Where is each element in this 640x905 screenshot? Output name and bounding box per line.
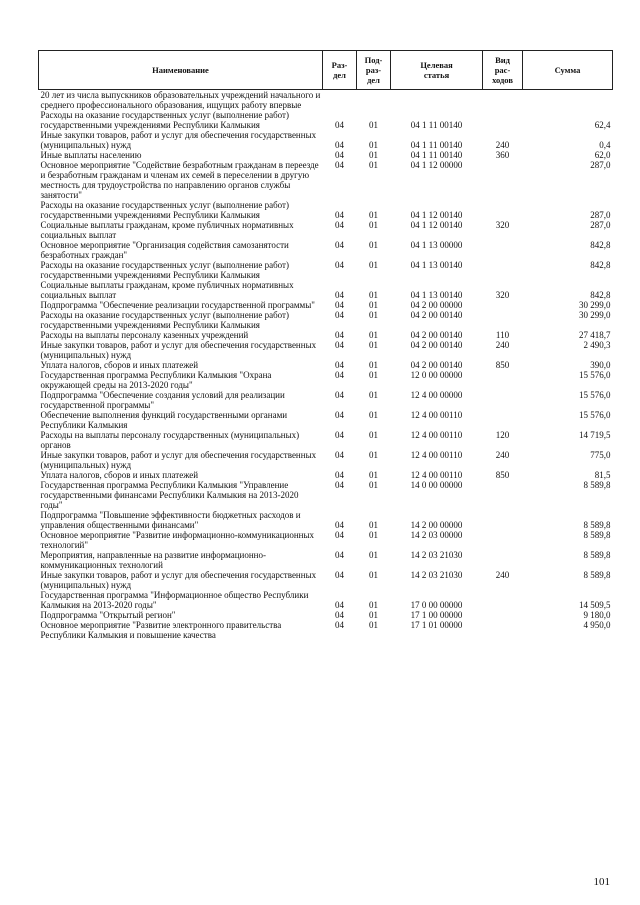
cell-expense: 850 [495, 360, 510, 370]
cell-expense [483, 110, 523, 130]
cell-subsection: 01 [369, 140, 378, 150]
table-row [39, 410, 613, 430]
cell-name: Социальные выплаты гражданам, кроме публичных нормативных социальных выплат [40, 280, 294, 300]
cell-target: 04 2 00 00140 [410, 330, 463, 340]
cell-sum [523, 90, 613, 111]
cell-section: 04 [335, 370, 344, 380]
cell-name: Подпрограмма "Открытый регион" [40, 610, 176, 620]
cell-section: 04 [335, 240, 344, 250]
table-row [39, 430, 613, 450]
table-row [39, 130, 613, 150]
header-expense: Вид рас- ходов [483, 51, 523, 90]
cell-sum: 15 576,0 [579, 390, 611, 400]
table-row [39, 310, 613, 330]
table-header-row [39, 51, 613, 90]
cell-name: Иные закупки товаров, работ и услуг для обеспечения государственных (муниципальных) нужд [40, 450, 317, 470]
cell-expense: 360 [495, 150, 510, 160]
cell-subsection: 01 [369, 470, 378, 480]
cell-target: 04 2 00 00140 [410, 340, 463, 350]
cell-target: 12 4 00 00110 [410, 410, 463, 420]
cell-subsection: 01 [369, 390, 378, 400]
cell-sum: 8 589,8 [583, 530, 611, 540]
cell-sum: 14 509,5 [579, 600, 611, 610]
table-row [39, 200, 613, 220]
cell-target: 12 4 00 00000 [410, 390, 463, 400]
cell-subsection: 01 [369, 550, 378, 560]
budget-table-wrap [38, 50, 612, 640]
cell-name: Расходы на выплаты персоналу государственных (муниципальных) органов [40, 430, 300, 450]
cell-subsection: 01 [369, 150, 378, 160]
cell-expense: 240 [495, 570, 510, 580]
cell-subsection: 01 [369, 370, 378, 380]
header-sum: Сумма [523, 51, 613, 90]
cell-target: 04 1 13 00140 [410, 260, 463, 270]
cell-name: Государственная программа "Информационное общество Республики Калмыкия на 2013-2020 годы" [40, 590, 309, 610]
cell-target: 04 1 12 00000 [410, 160, 463, 170]
table-row [39, 90, 613, 111]
table-row [39, 330, 613, 340]
cell-subsection: 01 [369, 300, 378, 310]
cell-section: 04 [335, 140, 344, 150]
cell-section: 04 [335, 120, 344, 130]
cell-sum: 287,0 [590, 160, 611, 170]
cell-subsection: 01 [369, 220, 378, 230]
cell-section: 04 [335, 260, 344, 270]
cell-expense [483, 300, 523, 310]
cell-sum: 842,8 [590, 290, 611, 300]
cell-section: 04 [335, 550, 344, 560]
table-row [39, 150, 613, 160]
cell-target: 12 4 00 00110 [410, 430, 463, 440]
cell-expense: 240 [495, 450, 510, 460]
cell-name: Государственная программа Республики Калмыкия "Охрана окружающей среды на 2013-2020 годы" [40, 370, 272, 390]
cell-expense: 320 [495, 220, 510, 230]
cell-expense [483, 370, 523, 390]
cell-target: 17 1 01 00000 [410, 620, 463, 630]
cell-sum: 390,0 [590, 360, 611, 370]
cell-section: 04 [335, 220, 344, 230]
cell-section: 04 [335, 520, 344, 530]
cell-section: 04 [335, 410, 344, 420]
cell-section: 04 [335, 570, 344, 580]
cell-target [391, 90, 483, 111]
cell-target: 14 2 00 00000 [410, 520, 463, 530]
cell-expense: 240 [495, 140, 510, 150]
cell-name: Расходы на оказание государственных услуг (выполнение работ) государственными учреждениями Республики Калмыкия [40, 110, 289, 130]
cell-sum: 15 576,0 [579, 370, 611, 380]
cell-name: Обеспечение выполнения функций государственными органами Республики Калмыкия [40, 410, 288, 430]
cell-section: 04 [335, 470, 344, 480]
cell-sum: 4 950,0 [583, 620, 611, 630]
cell-subsection: 01 [369, 290, 378, 300]
table-row [39, 510, 613, 530]
cell-sum: 62,4 [594, 120, 611, 130]
cell-sum: 8 589,8 [583, 520, 611, 530]
header-target: Целевая статья [391, 51, 483, 90]
cell-subsection: 01 [369, 530, 378, 540]
cell-sum: 9 180,0 [583, 610, 611, 620]
cell-subsection: 01 [369, 160, 378, 170]
cell-expense [483, 260, 523, 280]
cell-section: 04 [335, 330, 344, 340]
table-row [39, 280, 613, 300]
cell-section: 04 [335, 340, 344, 350]
cell-section: 04 [335, 310, 344, 320]
cell-subsection: 01 [369, 610, 378, 620]
cell-subsection: 01 [369, 480, 378, 490]
table-row [39, 160, 613, 200]
cell-section: 04 [335, 620, 344, 630]
cell-subsection: 01 [369, 410, 378, 420]
table-row [39, 530, 613, 550]
cell-name: Иные закупки товаров, работ и услуг для обеспечения государственных (муниципальных) нужд [40, 340, 317, 360]
cell-target: 14 2 03 00000 [410, 530, 463, 540]
cell-subsection: 01 [369, 120, 378, 130]
table-row [39, 610, 613, 620]
cell-sum: 30 299,0 [579, 300, 611, 310]
cell-name: Расходы на оказание государственных услуг (выполнение работ) государственными учреждениями Республики Калмыкия [40, 260, 289, 280]
cell-subsection: 01 [369, 600, 378, 610]
cell-name: 20 лет из числа выпускников образовательных учреждений начального и среднего профессионального образования, ищущих работу впервые [40, 90, 321, 110]
table-row [39, 470, 613, 480]
cell-expense [483, 90, 523, 111]
cell-subsection: 01 [369, 260, 378, 270]
cell-expense: 850 [495, 470, 510, 480]
cell-section [323, 90, 357, 111]
cell-subsection: 01 [369, 210, 378, 220]
cell-expense [483, 240, 523, 260]
cell-sum: 15 576,0 [579, 410, 611, 420]
cell-name: Основное мероприятие "Развитие электронного правительства Республики Калмыкия и повышение качества [40, 620, 282, 640]
cell-target: 04 2 00 00140 [410, 310, 463, 320]
cell-sum: 287,0 [590, 210, 611, 220]
cell-sum: 27 418,7 [579, 330, 611, 340]
header-name: Наименование [39, 51, 323, 90]
cell-sum: 62,0 [594, 150, 611, 160]
table-row [39, 390, 613, 410]
table-row [39, 220, 613, 240]
cell-sum: 2 490,3 [583, 340, 611, 350]
cell-target: 04 1 11 00140 [410, 140, 463, 150]
cell-name: Иные закупки товаров, работ и услуг для обеспечения государственных (муниципальных) нужд [40, 570, 317, 590]
cell-subsection: 01 [369, 240, 378, 250]
cell-subsection: 01 [369, 430, 378, 440]
cell-target: 17 1 00 00000 [410, 610, 463, 620]
cell-name: Основное мероприятие "Развитие информационно-коммуникационных технологий" [40, 530, 315, 550]
cell-subsection: 01 [369, 310, 378, 320]
cell-section: 04 [335, 600, 344, 610]
cell-section: 04 [335, 610, 344, 620]
cell-section: 04 [335, 430, 344, 440]
cell-section: 04 [335, 210, 344, 220]
cell-name: Расходы на оказание государственных услуг (выполнение работ) государственными учреждениями Республики Калмыкия [40, 200, 289, 220]
cell-expense: 240 [495, 340, 510, 350]
cell-subsection: 01 [369, 520, 378, 530]
cell-name: Подпрограмма "Повышение эффективности бюджетных расходов и управления общественными финансами" [40, 510, 301, 530]
cell-name: Основное мероприятие "Содействие безработным гражданам в переезде и безработным гражданам и членам их семей в переселении в другую местность для трудоустройства по направлению органов службы занятости" [40, 160, 319, 200]
cell-expense [483, 410, 523, 430]
page-number: 101 [593, 876, 610, 888]
table-row [39, 110, 613, 130]
cell-sum: 775,0 [590, 450, 611, 460]
cell-name: Уплата налогов, сборов и иных платежей [40, 470, 199, 480]
cell-name: Государственная программа Республики Калмыкия "Управление государственными финансами Республики Калмыкия на 2013-2020 годы" [40, 480, 299, 510]
cell-section: 04 [335, 160, 344, 170]
cell-target: 14 0 00 00000 [410, 480, 463, 490]
cell-expense [483, 310, 523, 330]
table-row [39, 480, 613, 510]
cell-section: 04 [335, 360, 344, 370]
cell-target: 12 4 00 00110 [410, 450, 463, 460]
cell-expense: 320 [495, 290, 510, 300]
cell-target: 12 4 00 00110 [410, 470, 463, 480]
cell-target: 04 1 11 00140 [410, 150, 463, 160]
cell-target: 04 1 13 00140 [410, 290, 463, 300]
table-row [39, 570, 613, 590]
cell-subsection: 01 [369, 570, 378, 580]
cell-target: 04 2 00 00000 [410, 300, 463, 310]
header-subsection: Под- раз- дел [357, 51, 391, 90]
cell-name: Подпрограмма "Обеспечение создания условий для реализации государственной программы" [40, 390, 285, 410]
table-row [39, 450, 613, 470]
cell-sum: 8 589,8 [583, 550, 611, 560]
cell-subsection: 01 [369, 450, 378, 460]
table-row [39, 360, 613, 370]
cell-section: 04 [335, 290, 344, 300]
cell-name: Мероприятия, направленные на развитие информационно-коммуникационных технологий [40, 550, 266, 570]
cell-subsection: 01 [369, 330, 378, 340]
cell-sum: 8 589,8 [583, 570, 611, 580]
cell-name: Социальные выплаты гражданам, кроме публичных нормативных социальных выплат [40, 220, 294, 240]
cell-target: 04 2 00 00140 [410, 360, 463, 370]
header-section: Раз- дел [323, 51, 357, 90]
cell-expense [483, 550, 523, 570]
budget-table [38, 50, 613, 640]
cell-expense [483, 480, 523, 510]
table-row [39, 260, 613, 280]
cell-subsection: 01 [369, 620, 378, 630]
cell-target: 04 1 12 00140 [410, 210, 463, 220]
cell-expense: 110 [495, 330, 510, 340]
table-body [39, 90, 613, 641]
cell-target: 14 2 03 21030 [410, 570, 463, 580]
cell-sum: 842,8 [590, 240, 611, 250]
cell-expense [483, 390, 523, 410]
cell-section: 04 [335, 530, 344, 540]
cell-expense [483, 610, 523, 620]
table-row [39, 550, 613, 570]
cell-target: 12 0 00 00000 [410, 370, 463, 380]
table-row [39, 340, 613, 360]
cell-expense [483, 620, 523, 640]
table-row [39, 240, 613, 260]
cell-name: Расходы на выплаты персоналу казенных учреждений [40, 330, 249, 340]
cell-sum: 287,0 [590, 220, 611, 230]
cell-sum: 14 719,5 [579, 430, 611, 440]
cell-sum: 0,4 [599, 140, 611, 150]
table-row [39, 590, 613, 610]
cell-target: 04 1 12 00140 [410, 220, 463, 230]
cell-subsection [357, 90, 391, 111]
cell-section: 04 [335, 450, 344, 460]
cell-subsection: 01 [369, 340, 378, 350]
cell-section: 04 [335, 390, 344, 400]
table-row [39, 300, 613, 310]
cell-name: Иные выплаты населению [40, 150, 142, 160]
cell-expense [483, 590, 523, 610]
cell-expense [483, 530, 523, 550]
cell-name: Основное мероприятие "Организация содействия самозанятости безработных граждан" [40, 240, 289, 260]
cell-subsection: 01 [369, 360, 378, 370]
cell-sum: 30 299,0 [579, 310, 611, 320]
cell-target: 04 1 13 00000 [410, 240, 463, 250]
cell-name: Уплата налогов, сборов и иных платежей [40, 360, 199, 370]
cell-sum: 8 589,8 [583, 480, 611, 490]
cell-expense [483, 160, 523, 200]
cell-target: 14 2 03 21030 [410, 550, 463, 560]
cell-section: 04 [335, 150, 344, 160]
cell-section: 04 [335, 480, 344, 490]
cell-expense: 120 [495, 430, 510, 440]
cell-target: 17 0 00 00000 [410, 600, 463, 610]
cell-sum: 842,8 [590, 260, 611, 270]
cell-target: 04 1 11 00140 [410, 120, 463, 130]
cell-expense [483, 200, 523, 220]
cell-name: Иные закупки товаров, работ и услуг для обеспечения государственных (муниципальных) нужд [40, 130, 317, 150]
table-row [39, 620, 613, 640]
cell-sum: 81,5 [594, 470, 611, 480]
cell-expense [483, 510, 523, 530]
cell-section: 04 [335, 300, 344, 310]
cell-name: Расходы на оказание государственных услуг (выполнение работ) государственными учреждениями Республики Калмыкия [40, 310, 289, 330]
cell-name: Подпрограмма "Обеспечение реализации государственной программы" [40, 300, 315, 310]
table-row [39, 370, 613, 390]
